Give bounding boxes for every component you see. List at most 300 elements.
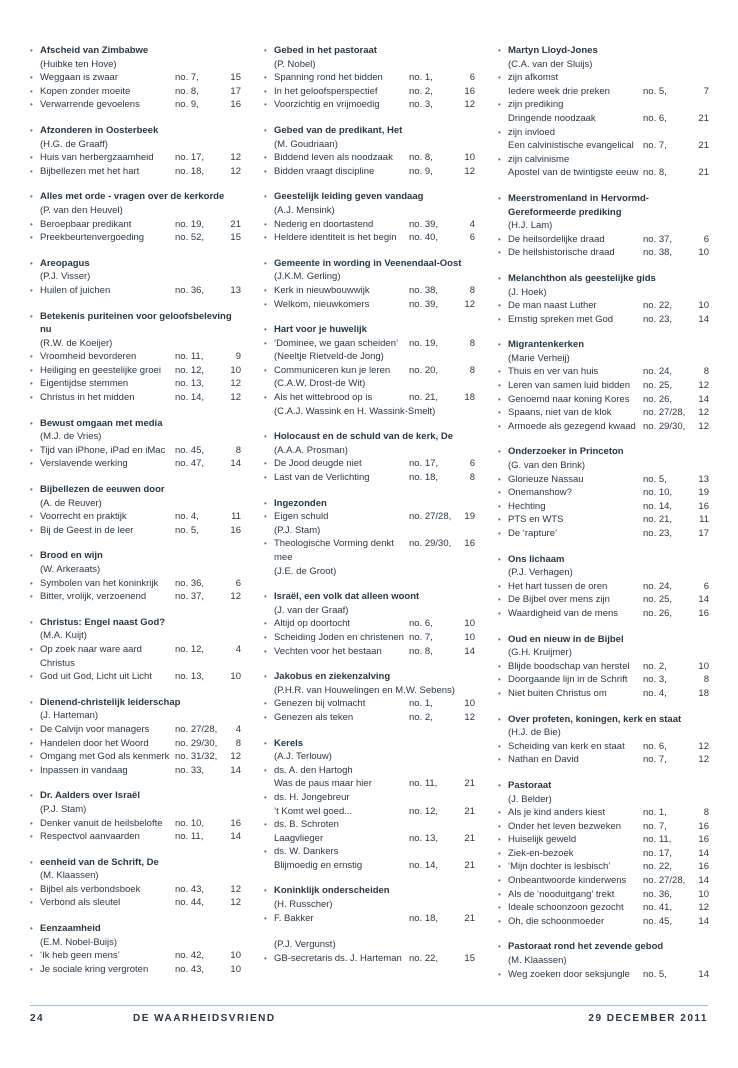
bullet-icon: • — [264, 325, 267, 335]
lead-row — [498, 98, 709, 112]
footer-journal-title: DE WAARHEIDSVRIEND — [133, 1013, 276, 1024]
entry-label: Blijde boodschap van herstel — [508, 660, 630, 672]
sub-row — [264, 859, 475, 873]
issue-number: no. 2, — [409, 85, 433, 97]
entry-label: Hechting — [508, 500, 546, 512]
entry-row — [30, 231, 241, 245]
bullet-icon: • — [30, 311, 33, 321]
entry-row — [498, 393, 709, 407]
bullet-icon: • — [498, 554, 501, 564]
issue-number: no. 6, — [643, 740, 667, 752]
title-row — [264, 884, 475, 898]
bullet-icon: • — [498, 741, 501, 751]
entry-label: Huilen of juichen — [40, 284, 111, 296]
author-row — [264, 684, 475, 698]
page-number: 12 — [230, 897, 241, 909]
page-number: 8 — [469, 337, 475, 349]
entry-label: Spanning rond het bidden — [274, 72, 383, 84]
entry-label: Als je kind anders kiest — [508, 807, 606, 819]
entry-row — [498, 607, 709, 621]
entry-row — [498, 660, 709, 674]
page-number: 13 — [698, 473, 709, 485]
entry-label: De ‘rapture’ — [508, 528, 558, 539]
index-content — [30, 44, 709, 993]
entry-label: ds. A. den Hartogh — [274, 764, 353, 776]
entry-label: Nathan en David — [508, 754, 579, 766]
issue-number: no. 45, — [175, 444, 205, 456]
entry-row — [264, 151, 475, 165]
entry-label: Heiliging en geestelijke groei — [40, 364, 161, 376]
page-number: 6 — [235, 577, 241, 589]
page-number: 19 — [698, 487, 709, 499]
issue-number: no. 14, — [643, 500, 673, 512]
entry-label: Huiselijk geweld — [508, 834, 577, 846]
entry-row — [30, 85, 241, 99]
entry-label: Als de ‘nooduitgang’ trekt — [508, 888, 615, 900]
section-title: Koninklijk onderscheiden — [274, 885, 390, 897]
entry-row — [498, 687, 709, 701]
entry-row — [264, 457, 475, 471]
bullet-icon: • — [498, 581, 501, 591]
section-author: (M.A. Kuijt) — [40, 630, 87, 642]
page-number: 4 — [469, 218, 475, 230]
entry-label: Tijd van iPhone, iPad en iMac — [40, 444, 166, 456]
section-author: (J. Harteman) — [40, 710, 99, 722]
entry-row — [30, 723, 241, 737]
index-section — [30, 549, 241, 603]
issue-number: no. 47, — [175, 458, 205, 470]
lead-row — [498, 126, 709, 140]
page-number: 21 — [698, 167, 709, 179]
lead-row — [264, 845, 475, 859]
entry-label: Nederig en doortastend — [274, 218, 374, 230]
entry-label: ds. H. Jongebreur — [274, 791, 350, 803]
index-column-3 — [498, 44, 709, 993]
issue-number: no. 24, — [643, 366, 673, 378]
index-section — [498, 272, 709, 326]
index-section — [264, 884, 475, 965]
bullet-icon: • — [498, 876, 501, 886]
page-number: 4 — [235, 643, 241, 655]
section-author: (Huibke ten Hove) — [40, 58, 117, 70]
entry-row — [30, 457, 241, 471]
section-title: Over profeten, koningen, kerk en staat — [508, 713, 682, 725]
entry-row — [498, 313, 709, 327]
page-number: 12 — [698, 754, 709, 766]
page-number: 16 — [698, 607, 709, 619]
author-row — [264, 565, 475, 579]
entry-row — [498, 833, 709, 847]
entry-label: Niet buiten Christus om — [508, 687, 607, 699]
bullet-icon: • — [30, 192, 33, 202]
author-row — [264, 405, 475, 419]
bullet-icon: • — [498, 474, 501, 484]
title-row — [264, 430, 475, 444]
issue-number: no. 27/28, — [175, 723, 218, 735]
index-section — [30, 616, 241, 684]
bullet-icon: • — [30, 393, 33, 403]
bullet-icon: • — [498, 780, 501, 790]
bullet-icon: • — [498, 248, 501, 258]
issue-number: no. 8, — [409, 645, 433, 657]
title-row — [264, 44, 475, 58]
entry-label: Heldere identiteit is het begin — [274, 232, 397, 244]
sub-row — [264, 777, 475, 791]
bullet-icon: • — [498, 515, 501, 525]
issue-number: no. 26, — [643, 393, 673, 405]
bullet-icon: • — [30, 258, 33, 268]
author-row — [264, 938, 475, 952]
bullet-icon: • — [498, 862, 501, 872]
bullet-icon: • — [498, 942, 501, 952]
bullet-icon: • — [30, 818, 33, 828]
bullet-icon: • — [264, 913, 267, 923]
entry-label: ’t Komt wel goed... — [274, 805, 353, 817]
page-number: 11 — [699, 514, 709, 526]
entry-label: Bij de Geest in de leer — [40, 524, 134, 536]
bullet-icon: • — [264, 73, 267, 83]
sub-row — [264, 805, 475, 819]
entry-label: Symbolen van het koninkrijk — [40, 577, 159, 589]
issue-number: no. 17, — [409, 458, 439, 470]
title-row — [498, 192, 709, 219]
title-row — [30, 257, 241, 271]
entry-row — [30, 377, 241, 391]
entry-label: Genezen bij volmacht — [274, 698, 366, 710]
sub-row — [498, 166, 709, 180]
issue-number: no. 42, — [175, 950, 205, 962]
index-column-1 — [30, 44, 241, 993]
page-number: 12 — [230, 392, 241, 404]
entry-row — [30, 670, 241, 684]
author-row — [30, 497, 241, 511]
entry-row — [498, 513, 709, 527]
author-row — [498, 286, 709, 300]
issue-number: no. 52, — [175, 232, 205, 244]
section-title: Areopagus — [40, 257, 90, 269]
issue-number: no. 12, — [409, 805, 439, 817]
author-row — [30, 936, 241, 950]
entry-label: Verwarrende gevoelens — [40, 99, 140, 111]
title-row — [498, 445, 709, 459]
entry-label: PTS en WTS — [508, 514, 564, 526]
entry-row — [498, 860, 709, 874]
page-number: 16 — [698, 861, 709, 873]
section-author: (M. Klaassen) — [40, 870, 99, 882]
bullet-icon: • — [30, 551, 33, 561]
author-row — [264, 204, 475, 218]
page-number: 10 — [464, 152, 475, 164]
section-author: (H.J. de Bie) — [508, 727, 561, 739]
entry-label: Bijbel als verbondsboek — [40, 883, 141, 895]
issue-number: no. 21, — [409, 392, 439, 404]
index-section — [498, 445, 709, 540]
issue-number: no. 6, — [643, 112, 667, 124]
page-number: 18 — [698, 687, 709, 699]
entry-row — [264, 85, 475, 99]
index-section — [30, 483, 241, 537]
issue-number: no. 13, — [175, 378, 205, 390]
entry-row — [30, 737, 241, 751]
page-number: 12 — [698, 380, 709, 392]
entry-row — [498, 806, 709, 820]
bullet-icon: • — [498, 529, 501, 538]
bullet-icon: • — [264, 46, 267, 55]
bullet-icon: • — [30, 285, 33, 295]
entry-row — [498, 500, 709, 514]
bullet-icon: • — [30, 512, 33, 522]
entry-label: Handelen door het Woord — [40, 737, 149, 749]
sub-row — [264, 832, 475, 846]
entry-row — [30, 963, 241, 977]
issue-number: no. 45, — [643, 915, 673, 927]
bullet-icon: • — [498, 661, 501, 671]
entry-label: F. Bakker — [274, 912, 314, 924]
page-number: 14 — [230, 831, 241, 843]
bullet-icon: • — [498, 193, 501, 203]
page-number: 10 — [464, 618, 475, 630]
entry-row — [498, 740, 709, 754]
issue-number: no. 8, — [643, 167, 667, 179]
page-number: 8 — [703, 674, 709, 686]
section-author: (H.J. Lam) — [508, 220, 553, 232]
page-number: 12 — [464, 165, 475, 177]
page-number: 10 — [698, 300, 709, 312]
entry-label: De Calvijn voor managers — [40, 723, 150, 735]
bullet-icon: • — [264, 233, 267, 243]
issue-number: no. 4, — [643, 687, 667, 699]
issue-number: no. 29/30, — [409, 538, 452, 550]
section-title: Melanchthon als geestelijke gids — [508, 272, 656, 284]
issue-number: no. 6, — [409, 618, 433, 630]
bullet-icon: • — [498, 100, 501, 110]
entry-label: Glorieuze Nassau — [508, 473, 584, 485]
bullet-icon: • — [498, 608, 501, 618]
index-section — [30, 124, 241, 178]
index-section — [264, 190, 475, 244]
author-row — [264, 138, 475, 152]
issue-number: no. 14, — [409, 859, 439, 871]
bullet-icon: • — [264, 258, 267, 268]
entry-row — [264, 537, 475, 564]
bullet-icon: • — [498, 916, 501, 926]
entry-label: Waardigheid van de mens — [508, 607, 619, 619]
entry-label: Christus in het midden — [40, 392, 135, 404]
issue-number: no. 7, — [175, 72, 199, 84]
entry-label: In het geloofsperspectief — [274, 85, 378, 97]
entry-row — [30, 350, 241, 364]
page-number: 6 — [703, 580, 709, 592]
bullet-icon: • — [498, 154, 501, 164]
bullet-icon: • — [30, 459, 33, 469]
index-section — [30, 417, 241, 471]
page-number: 6 — [469, 232, 475, 244]
entry-label: Bidden vraagt discipline — [274, 165, 375, 177]
section-author: (G. van den Brink) — [508, 460, 586, 472]
bullet-icon: • — [30, 233, 33, 243]
issue-number: no. 1, — [409, 698, 433, 710]
bullet-icon: • — [30, 857, 33, 867]
bullet-icon: • — [264, 153, 267, 163]
section-author: (P.J. Stam) — [40, 803, 87, 815]
bullet-icon: • — [30, 672, 33, 682]
page-number: 8 — [469, 284, 475, 296]
index-section — [498, 633, 709, 701]
section-author: (H. Russcher) — [274, 899, 333, 911]
entry-row — [30, 151, 241, 165]
footer-rule — [30, 1005, 708, 1006]
entry-row — [264, 912, 475, 926]
entry-row — [498, 527, 709, 541]
entry-label: Onemanshow? — [508, 487, 572, 499]
entry-label: zijn prediking — [508, 99, 564, 111]
page-number: 18 — [464, 392, 475, 404]
section-title: Christus: Engel naast God? — [40, 616, 166, 628]
issue-number: no. 27/28, — [643, 407, 686, 419]
entry-row — [30, 391, 241, 405]
issue-number: no. 39, — [409, 218, 439, 230]
index-section — [264, 430, 475, 484]
title-row — [264, 124, 475, 138]
section-title: Gemeente in wording in Veenendaal-Oost — [274, 257, 462, 269]
bullet-icon: • — [30, 73, 33, 83]
entry-label: Onbeantwoorde kinderwens — [508, 875, 627, 887]
issue-number: no. 22, — [409, 952, 439, 964]
issue-number: no. 23, — [643, 528, 673, 539]
page-number: 21 — [464, 805, 475, 817]
entry-label: Thuis en ver van huis — [508, 366, 599, 378]
bullet-icon: • — [30, 832, 33, 842]
entry-label: De Jood deugde niet — [274, 458, 362, 470]
page-number: 16 — [464, 538, 475, 550]
entry-row — [264, 631, 475, 645]
bullet-icon: • — [30, 379, 33, 389]
author-row — [264, 270, 475, 284]
issue-number: no. 11, — [409, 778, 438, 790]
issue-number: no. 19, — [409, 337, 439, 349]
section-author: (E.M. Nobel-Buijs) — [40, 936, 118, 948]
index-section — [498, 713, 709, 767]
page-number: 16 — [698, 500, 709, 512]
author-row — [30, 629, 241, 643]
issue-number: no. 11, — [175, 351, 204, 363]
entry-label: Communiceren kun je leren — [274, 364, 391, 376]
bullet-icon: • — [264, 886, 267, 896]
title-row — [30, 922, 241, 936]
index-section — [498, 338, 709, 433]
entry-label: Ziek-en-bezoek — [508, 847, 574, 859]
lead-row — [264, 818, 475, 832]
index-section — [30, 44, 241, 112]
page-number: 10 — [698, 247, 709, 259]
entry-label: Verslavende werking — [40, 458, 128, 470]
issue-number: no. 7, — [643, 140, 667, 152]
title-row — [264, 323, 475, 337]
section-title: Gebed van de predikant, Het — [274, 124, 403, 136]
entry-label: Scheiding Joden en christenen — [274, 631, 404, 643]
page-number: 10 — [698, 888, 709, 900]
issue-number: no. 13, — [175, 671, 205, 683]
index-section — [498, 44, 709, 180]
entry-label: Weggaan is zwaar — [40, 72, 118, 84]
page-number: 8 — [235, 444, 241, 456]
entry-row — [264, 645, 475, 659]
entry-label: De heilsordelijke draad — [508, 233, 605, 245]
issue-number: no. 11, — [643, 834, 672, 846]
section-author: (P.J. Stam) — [274, 524, 321, 536]
entry-row — [30, 643, 241, 670]
author-row — [498, 793, 709, 807]
section-title: Brood en wijn — [40, 550, 103, 562]
entry-label: Onder het leven bezweken — [508, 820, 622, 832]
entry-label: Theologische Vorming denkt mee — [274, 538, 394, 563]
author-row — [30, 709, 241, 723]
issue-number: no. 7, — [643, 754, 667, 766]
bullet-icon: • — [264, 738, 267, 748]
section-author: (W. Arkeraats) — [40, 564, 101, 575]
bullet-icon: • — [498, 688, 501, 698]
section-author: (P.J. Verhagen) — [508, 567, 573, 579]
entry-row — [264, 617, 475, 631]
bullet-icon: • — [264, 953, 267, 963]
bullet-icon: • — [498, 675, 501, 685]
bullet-icon: • — [498, 714, 501, 724]
bullet-icon: • — [498, 421, 501, 431]
author-row — [264, 58, 475, 72]
index-section — [30, 922, 241, 976]
bullet-icon: • — [264, 459, 267, 469]
entry-row — [30, 590, 241, 604]
entry-label: Preekbeurtenvergoeding — [40, 232, 145, 244]
bullet-icon: • — [264, 100, 267, 110]
issue-number: no. 36, — [643, 888, 673, 900]
section-author: (P.J. Vergunst) — [274, 939, 336, 951]
issue-number: no. 29/30, — [175, 737, 218, 749]
page-number: 12 — [230, 152, 241, 164]
entry-row — [264, 98, 475, 112]
page-number: 21 — [464, 832, 475, 844]
page-number: 14 — [230, 764, 241, 776]
issue-number: no. 33, — [175, 764, 205, 776]
issue-number: no. 37, — [175, 591, 205, 603]
entry-label: Scheiding van kerk en staat — [508, 740, 625, 752]
page-number: 12 — [698, 902, 709, 914]
entry-row — [498, 673, 709, 687]
page-number: 9 — [235, 351, 241, 363]
entry-row — [498, 406, 709, 420]
page-number: 17 — [230, 85, 241, 97]
index-section — [498, 192, 709, 260]
index-section — [30, 257, 241, 298]
bullet-icon: • — [30, 791, 33, 801]
bullet-icon: • — [264, 166, 267, 176]
bullet-icon: • — [264, 619, 267, 629]
index-section — [30, 789, 241, 843]
entry-row — [498, 420, 709, 434]
issue-number: no. 38, — [643, 247, 673, 259]
page-number: 8 — [235, 737, 241, 749]
entry-label: Armoede als gezegend kwaad — [508, 420, 636, 432]
entry-row — [264, 298, 475, 312]
issue-number: no. 21, — [643, 514, 673, 526]
entry-label: Beroepbaar predikant — [40, 218, 132, 230]
entry-row — [264, 284, 475, 298]
bullet-icon: • — [498, 447, 501, 457]
issue-number: no. 25, — [643, 380, 673, 392]
author-row — [264, 604, 475, 618]
bullet-icon: • — [498, 46, 501, 55]
title-row — [30, 549, 241, 563]
